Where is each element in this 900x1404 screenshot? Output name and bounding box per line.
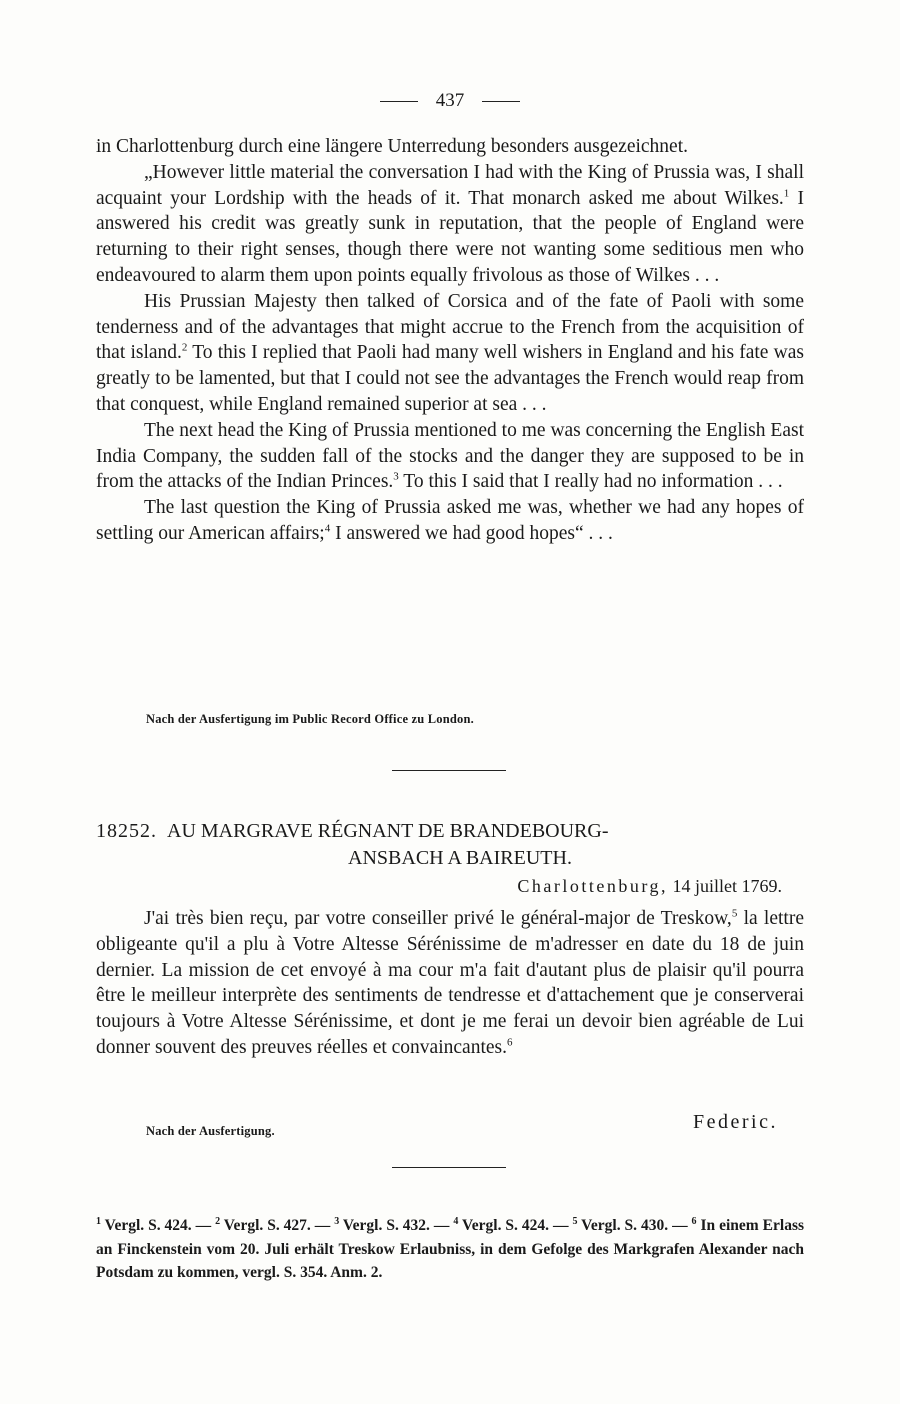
footnote-4: Vergl. S. 424. — xyxy=(458,1217,573,1234)
dateline-date: 14 juillet 1769. xyxy=(672,876,782,896)
footnote-5-marker: 5 xyxy=(572,1215,578,1227)
dateline xyxy=(517,876,782,897)
footnote-ref-2: 2 xyxy=(181,341,188,354)
letter-number: 18252. xyxy=(96,820,157,842)
footnote-6: In einem Erlass an Finckenstein vom 20. Juli erhält Treskow Erlaubniss, in dem Gefolge des Markgrafen Alexander nach Potsdam zu kommen, vergl. S. 354. Anm. 2. xyxy=(96,1217,805,1281)
footnote-ref-5: 5 xyxy=(731,907,738,920)
letter-1-source: Nach der Ausfertigung im Public Record Office zu London. xyxy=(146,712,474,726)
footnote-6-marker: 6 xyxy=(691,1215,697,1227)
header-dash-right xyxy=(482,101,520,102)
footnote-3-marker: 3 xyxy=(334,1215,340,1227)
paragraph-5: The last question the King of Prussia asked me was, whether we had any hopes of settling our American affairs;$^4$ I answered we had good hopes“ . . . xyxy=(96,497,804,544)
letter-2-body xyxy=(96,906,804,1061)
paragraph-1: in Charlottenburg durch eine längere Unterredung besonders ausgezeichnet. xyxy=(96,136,689,157)
section-divider-2 xyxy=(392,1167,506,1168)
footnote-1-marker: 1 xyxy=(96,1215,101,1227)
signature: Federic. xyxy=(693,1111,778,1133)
letter-2-paragraph: J'ai très bien reçu, par votre conseiller privé le général-major de Treskow,$^5$ la lettre obligeante qu'il a plu à Votre Altesse Sérénissime de m'adresser en date du 18 de juin dernier. La mission de cet envoyé à ma cour m'a fait d'autant plus de plaisir qu'il pourra être le meilleur interprète des sentiments de tendresse et d'attachement que je conserverai toujours à Votre Altesse Sérénissime, et dont je me ferai un devoir bien agréable de Lui donner souvent des preuves réelles et convaincantes.$^6$ xyxy=(96,907,804,1058)
letter-2-source: Nach der Ausfertigung. xyxy=(146,1124,275,1138)
footnote-5: Vergl. S. 430. — xyxy=(577,1217,692,1234)
letter-1-body xyxy=(96,134,804,547)
letter-2-heading xyxy=(96,818,804,872)
footnote-ref-4: 4 xyxy=(324,522,331,535)
page-header xyxy=(0,90,900,112)
paragraph-2: „However little material the conversation I had with the King of Prussia was, I shall acquaint your Lordship with the heads of it. That monarch asked me about Wilkes.$^1$ I answered his credit was greatly sunk in reputation, that the people of England were returning to their right senses, though there were not wanting some seditious men who endeavoured to alarm them upon points equally frivolous as those of Wilkes . . . xyxy=(96,161,804,286)
page-number: 437 xyxy=(435,90,465,111)
paragraph-3: His Prussian Majesty then talked of Corsica and of the fate of Paoli with some tenderness and of the advantages that might accrue to the French from the acquisition of that island.$^2$ To this I replied that Paoli had many well wishers in England and his fate was greatly to be lamented, but that I could not see the advantages the French would reap from that conquest, while England remained superior at sea . . . xyxy=(96,290,804,415)
footnote-2-marker: 2 xyxy=(215,1215,221,1227)
header-dash-left xyxy=(380,101,418,102)
paragraph-4: The next head the King of Prussia mentioned to me was concerning the English East India Company, the sudden fall of the stocks and the danger they are supposed to be in from the attacks of the Indian Princes.$^3$ To this I said that I really had no information . . . xyxy=(96,419,804,493)
footnote-1: Vergl. S. 424. — xyxy=(101,1217,216,1234)
dateline-place: Charlottenburg, xyxy=(517,876,668,896)
heading-line-1: AU MARGRAVE RÉGNANT DE BRANDEBOURG- xyxy=(167,820,609,842)
footnote-4-marker: 4 xyxy=(453,1215,459,1227)
footnote-ref-1: 1 xyxy=(783,187,790,200)
section-divider-1 xyxy=(392,770,506,771)
footnotes xyxy=(96,1214,804,1285)
heading-line-2: ANSBACH A BAIREUTH. xyxy=(348,847,572,869)
footnote-2: Vergl. S. 427. — xyxy=(220,1217,335,1234)
footnote-ref-6: 6 xyxy=(506,1036,513,1049)
footnote-3: Vergl. S. 432. — xyxy=(339,1217,454,1234)
footnote-ref-3: 3 xyxy=(393,470,399,483)
